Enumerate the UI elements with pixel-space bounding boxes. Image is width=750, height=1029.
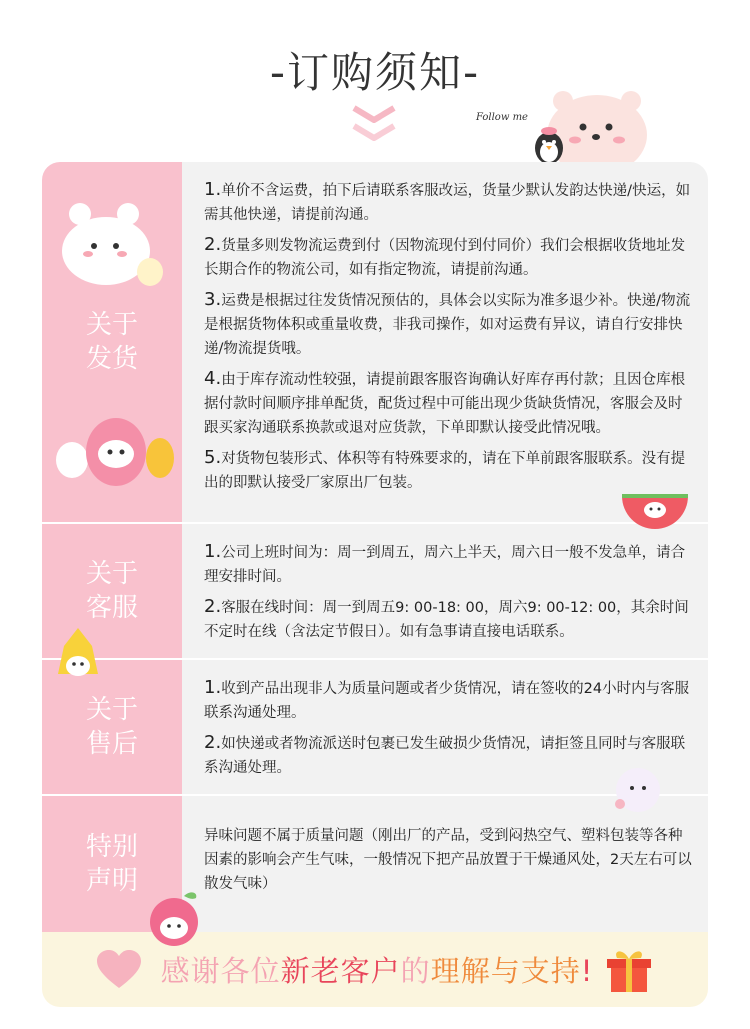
list-item: 2.如快递或者物流派送时包裹已发生破损少货情况，请拒签且同时与客服联系沟通处理。	[204, 732, 686, 776]
section-label-line: 关于	[85, 695, 138, 725]
section-body	[182, 796, 708, 932]
section-after-sales	[42, 660, 708, 794]
ghost-mascot-icon	[612, 764, 664, 816]
peach-mascot-icon	[146, 888, 208, 950]
list-item: 4.由于库存流动性较强，请提前跟客服咨询确认好库存再付款；且因仓库根据付款时间顺序排单配货，配货过程中可能出现少货缺货情况，客服会及时跟买家沟通联系换款或退对应货款，下单即默认接受此情况哦。	[204, 368, 686, 436]
strawberry-mascots-icon	[52, 410, 178, 490]
list-item: 1.单价不含运费，拍下后请联系客服改运，货量少默认发韵达快递/快运，如需其他快递，请提前沟通。	[204, 179, 691, 223]
section-label-line: 声明	[85, 866, 138, 896]
list-item: 1.收到产品出现非人为质量问题或者少货情况，请在签收的24小时内与客服联系沟通处理。	[204, 677, 690, 721]
bunny-mascot-icon	[58, 196, 168, 288]
section-label-line: 发货	[85, 344, 138, 374]
list-item: 2.货量多则发物流运费到付（因物流现付到付同价）我们会根据收货地址发长期合作的物流公司，如有指定物流，请提前沟通。	[204, 234, 686, 278]
follow-me-note: Follow me	[476, 112, 528, 123]
heart-icon	[97, 950, 141, 990]
thanks-banner	[42, 932, 708, 1007]
penguin-icon	[532, 126, 566, 166]
section-label-line: 关于	[85, 559, 138, 589]
section-label-line: 客服	[85, 593, 138, 623]
thanks-message: 感谢各位新老客户的理解与支持!	[160, 954, 594, 988]
section-body	[182, 162, 708, 522]
section-special-statement	[42, 796, 708, 932]
watermelon-icon	[620, 494, 690, 538]
list-item: 2.客服在线时间：周一到周五9: 00-18: 00，周六9: 00-12: 00，其余时间不定时在线（含法定节假日）。如有急事请直接电话联系。	[204, 596, 689, 640]
list-item: 异味问题不属于质量问题（刚出厂的产品，受到闷热空气、塑料包装等各种因素的影响会产生气味，一般情况下把产品放置于干燥通风处，2天左右可以散发气味）	[204, 828, 692, 892]
section-label-line: 关于	[85, 310, 138, 340]
list-item: 1.公司上班时间为：周一到周五，周六上半天，周六日一般不发急单，请合理安排时间。	[204, 541, 686, 585]
chevron-down-icon	[350, 102, 398, 144]
banana-mascot-icon	[52, 626, 104, 682]
gift-box-icon	[605, 946, 653, 994]
section-body	[182, 524, 708, 658]
section-customer-service	[42, 524, 708, 658]
page-title: -订购须知-	[269, 48, 481, 97]
section-label-line: 特别	[85, 832, 138, 862]
order-notice-card	[42, 162, 708, 1007]
section-label-line: 售后	[85, 729, 138, 759]
list-item: 3.运费是根据过往发货情况预估的，具体会以实际为准多退少补。快递/物流是根据货物体积或重量收费，非我司操作，如对运费有异议，请自行安排快递/物流提货哦。	[204, 289, 691, 357]
list-item: 5.对货物包装形式、体积等有特殊要求的，请在下单前跟客服联系。没有提出的即默认接受厂家原出厂包装。	[204, 447, 686, 491]
